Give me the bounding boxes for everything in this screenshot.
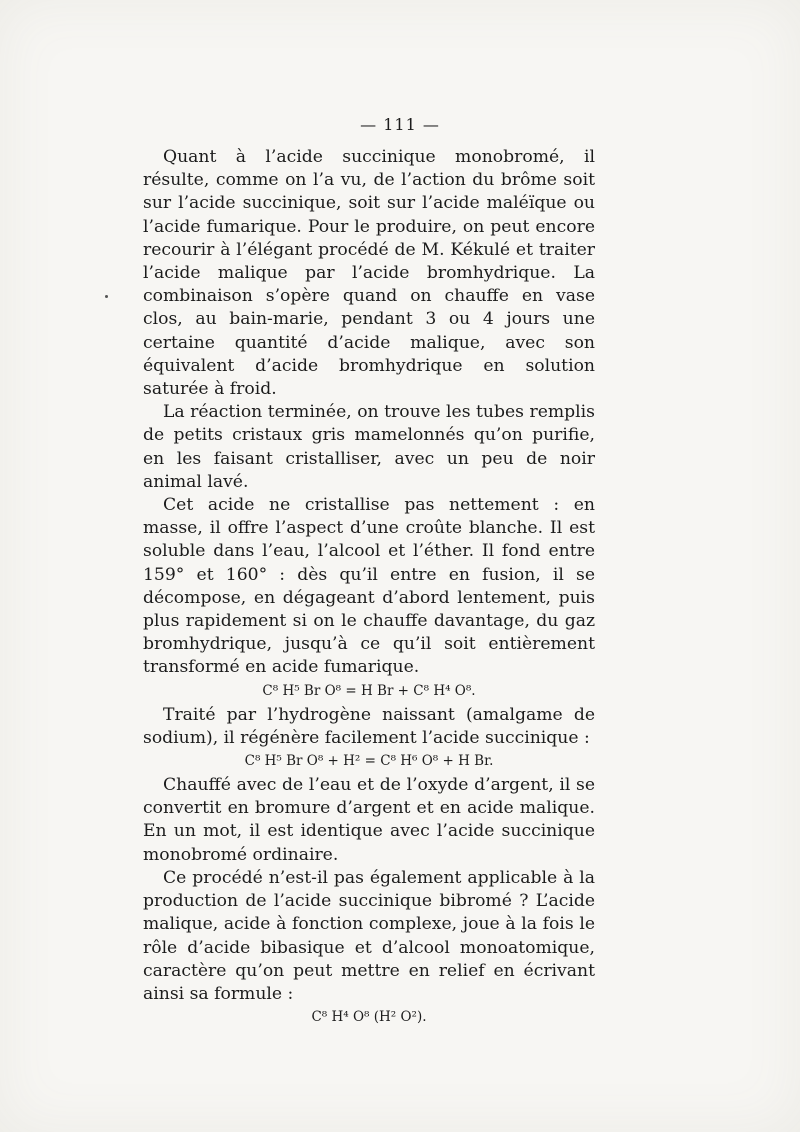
paragraph-5: Chauffé avec de l’eau et de l’oxyde d’argent, il se convertit en bromure d’argent et en acide malique. En un mot, il est identique avec l’acide succinique monobromé ordinaire. xyxy=(143,775,595,865)
margin-mark xyxy=(105,295,108,298)
formula-malic-acid: C⁸ H⁴ O⁸ (H² O²). xyxy=(311,1009,427,1026)
paragraph-6: Ce procédé n’est-il pas également applicable à la production de l’acide succinique bibromé ? L’acide malique, acide à fonction complexe, joue à la fois le rôle d’acide bibasique et d’alcool monoatomique, caractère qu’on peut mettre en relief en écrivant ainsi sa formule : xyxy=(143,867,595,1004)
paragraph-2: La réaction terminée, on trouve les tubes remplis de petits cristaux gris mamelonnés qu’on purifie, en les faisant cristalliser, avec un peu de noir animal lavé. xyxy=(143,402,595,492)
paragraph-1: Quant à l’acide succinique monobromé, il résulte, comme on l’a vu, de l’action du brôme soit sur l’acide succinique, soit sur l’acide maléïque ou l’acide fumarique. Pour le produire, on peut encore recourir à l’élégant procédé de M. Kékulé et traiter l’acide malique par l’acide bromhydrique. La combinaison s’opère quand on chauffe en vase clos, au bain-marie, pendant 3 ou 4 jours une certaine quantité d’acide malique, avec son équivalent d’acide bromhydrique en solution saturée à froid. xyxy=(143,147,595,400)
formula-reduction: C⁸ H⁵ Br O⁸ + H² = C⁸ H⁶ O⁸ + H Br. xyxy=(244,753,494,770)
paragraph-3: Cet acide ne cristallise pas nettement : en masse, il offre l’aspect d’une croûte blanche. Il est soluble dans l’eau, l’alcool et l’éther. Il fond entre 159° et 160° : dès qu’il entre en fusion, il se décompose, en dégageant d’abord lentement, puis plus rapidement si on le chauffe davantage, du gaz bromhydrique, jusqu’à ce qu’il soit entièrement transformé en acide fumarique. xyxy=(143,495,595,678)
page-number: — 111 — xyxy=(360,115,440,134)
formula-decomposition: C⁸ H⁵ Br O⁸ = H Br + C⁸ H⁴ O⁸. xyxy=(262,682,476,699)
body-text xyxy=(143,146,595,1030)
paragraph-4: Traité par l’hydrogène naissant (amalgame de sodium), il régénère facilement l’acide succinique : xyxy=(143,704,595,748)
